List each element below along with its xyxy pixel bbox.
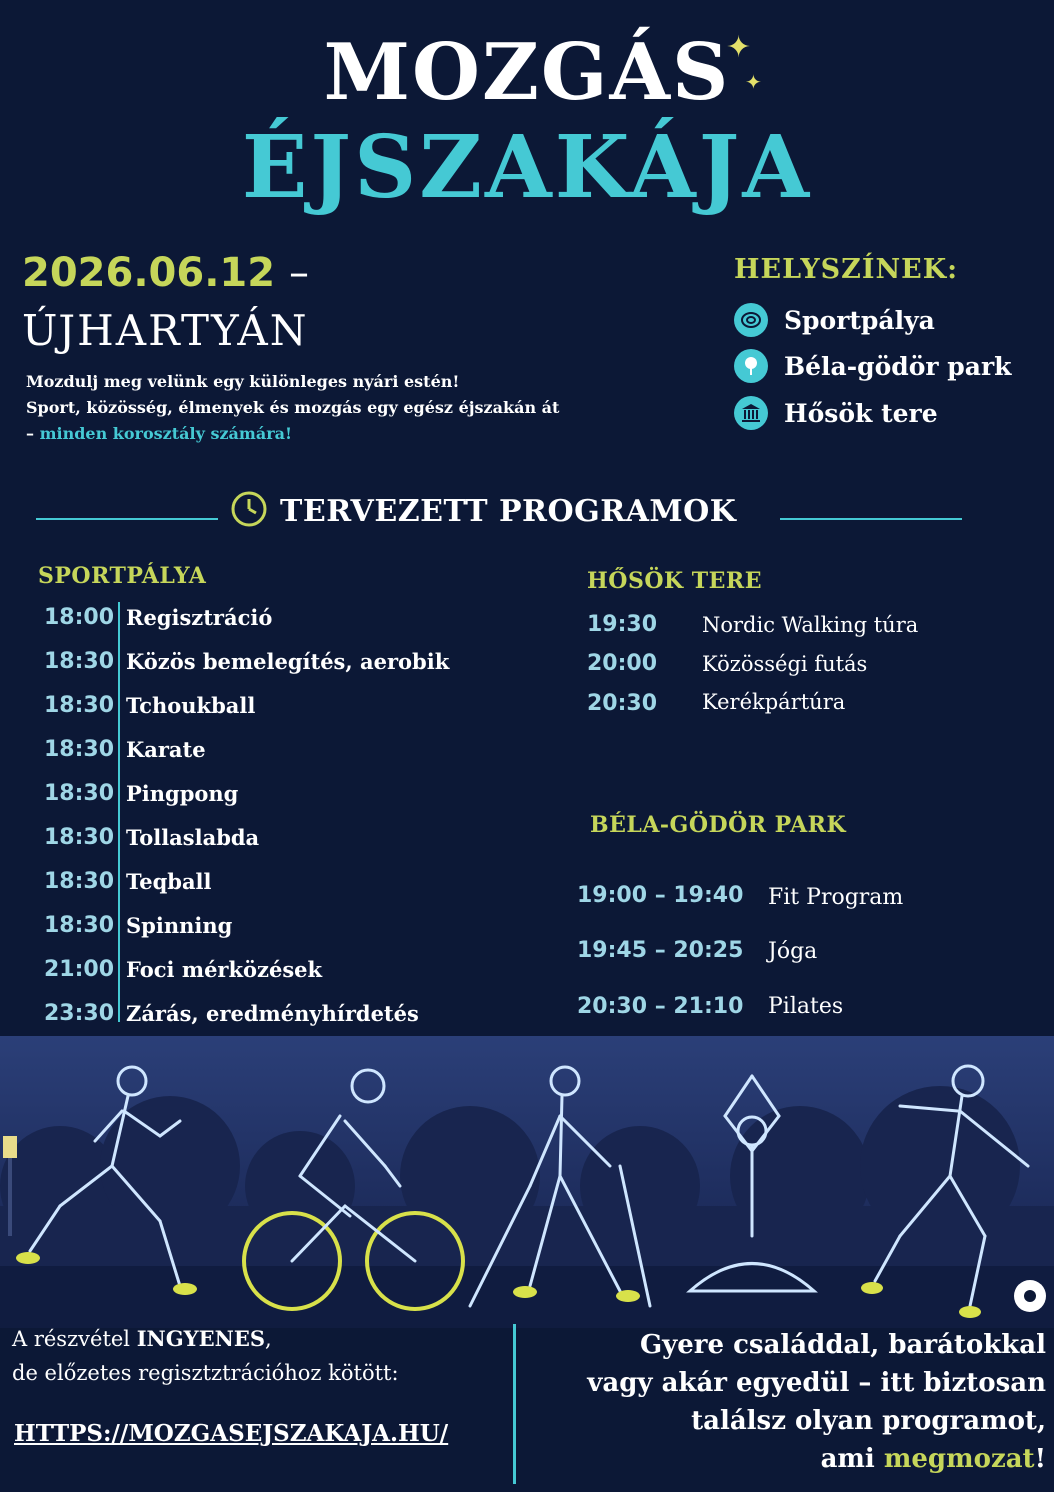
hosok-title: HŐSÖK TERE xyxy=(587,568,762,594)
hosok-time: 20:00 xyxy=(587,651,658,676)
date-value: 2026.06.12 xyxy=(22,250,276,296)
location-label: Béla-gödör park xyxy=(784,351,1012,381)
monument-icon xyxy=(734,396,768,430)
location-label: Hősök tere xyxy=(784,398,938,428)
sportpalya-title: SPORTPÁLYA xyxy=(38,563,207,589)
schedule-row: 18:30 Tollaslabda xyxy=(44,824,260,850)
locations-title: HELYSZÍNEK: xyxy=(734,254,959,285)
bela-program: Fit Program xyxy=(768,885,904,910)
sparkle-icon: ✦ xyxy=(726,30,752,65)
hosok-program: Közösségi futás xyxy=(702,652,868,676)
sparkle-small-icon: ✦ xyxy=(745,70,762,94)
schedule-row: 18:30 Teqball xyxy=(44,868,212,894)
schedule-row: 21:00 Foci mérközések xyxy=(44,956,323,982)
bela-time: 19:45 – 20:25 xyxy=(577,938,744,963)
athletes-illustration xyxy=(0,1036,1054,1328)
bela-time: 19:00 – 19:40 xyxy=(577,883,744,908)
footer-divider xyxy=(513,1324,516,1484)
bela-time: 20:30 – 21:10 xyxy=(577,994,744,1019)
programs-title: TERVEZETT PROGRAMOK xyxy=(280,494,737,529)
intro-line-2: Sport, közösség, élmenyek és mozgás egy egész éjszakán át xyxy=(26,398,560,417)
participation-info xyxy=(12,1322,399,1390)
intro-line-1: Mozdulj meg velünk egy különleges nyári estén! xyxy=(26,372,460,391)
schedule-row: 18:30 Pingpong xyxy=(44,780,239,806)
date-dash: – xyxy=(288,250,309,296)
intro-line-3: – minden korosztály számára! xyxy=(26,424,293,443)
soccer-ball-icon xyxy=(1014,1280,1046,1312)
bela-program: Jóga xyxy=(768,939,818,964)
bela-program: Pilates xyxy=(768,994,844,1019)
section-divider-right xyxy=(780,518,962,520)
location-item-hosok-tere xyxy=(734,395,938,431)
location-label: Sportpálya xyxy=(784,305,935,335)
hosok-time: 19:30 xyxy=(587,612,658,637)
intro-text xyxy=(26,369,559,447)
schedule-row: 18:30 Spinning xyxy=(44,912,233,938)
hosok-program: Nordic Walking túra xyxy=(702,613,919,637)
location-item-bela-godor xyxy=(734,348,1011,384)
invitation-text xyxy=(520,1326,1046,1478)
event-date xyxy=(22,250,309,296)
schedule-row: 18:30 Tchoukball xyxy=(44,692,256,718)
tree-icon xyxy=(734,349,768,383)
free-participation-line: A részvétel INGYENES, xyxy=(12,1326,272,1351)
location-item-sportpalya xyxy=(734,302,935,338)
schedule-row: 18:00 Regisztráció xyxy=(44,604,273,630)
invitation-line-4: ami megmozat! xyxy=(820,1444,1046,1474)
registration-link[interactable]: HTTPS://MOZGASEJSZAKAJA.HU/ xyxy=(14,1420,449,1447)
schedule-row: 23:30 Zárás, eredményhírdetés xyxy=(44,1000,419,1026)
invitation-line-3: találsz olyan programot, xyxy=(691,1406,1046,1436)
schedule-row: 18:30 Közös bemelegítés, aerobik xyxy=(44,648,450,674)
section-divider-left xyxy=(36,518,218,520)
title-line1: MOZGÁS xyxy=(323,27,731,118)
hosok-program: Kerékpártúra xyxy=(702,690,846,714)
invitation-line-1: Gyere családdal, barátokkal xyxy=(639,1330,1046,1360)
stadium-icon xyxy=(734,303,768,337)
invitation-line-2: vagy akár egyedül – itt biztosan xyxy=(587,1368,1046,1398)
registration-note: de előzetes regisztztrációhoz kötött: xyxy=(12,1361,399,1385)
hosok-time: 20:30 xyxy=(587,691,658,716)
clock-icon xyxy=(230,490,268,528)
schedule-row: 18:30 Karate xyxy=(44,736,206,762)
bela-title: BÉLA-GÖDÖR PARK xyxy=(590,812,847,838)
event-town: ÚJHARTYÁN xyxy=(22,306,309,355)
title-line2: ÉJSZAKÁJA xyxy=(241,117,813,218)
